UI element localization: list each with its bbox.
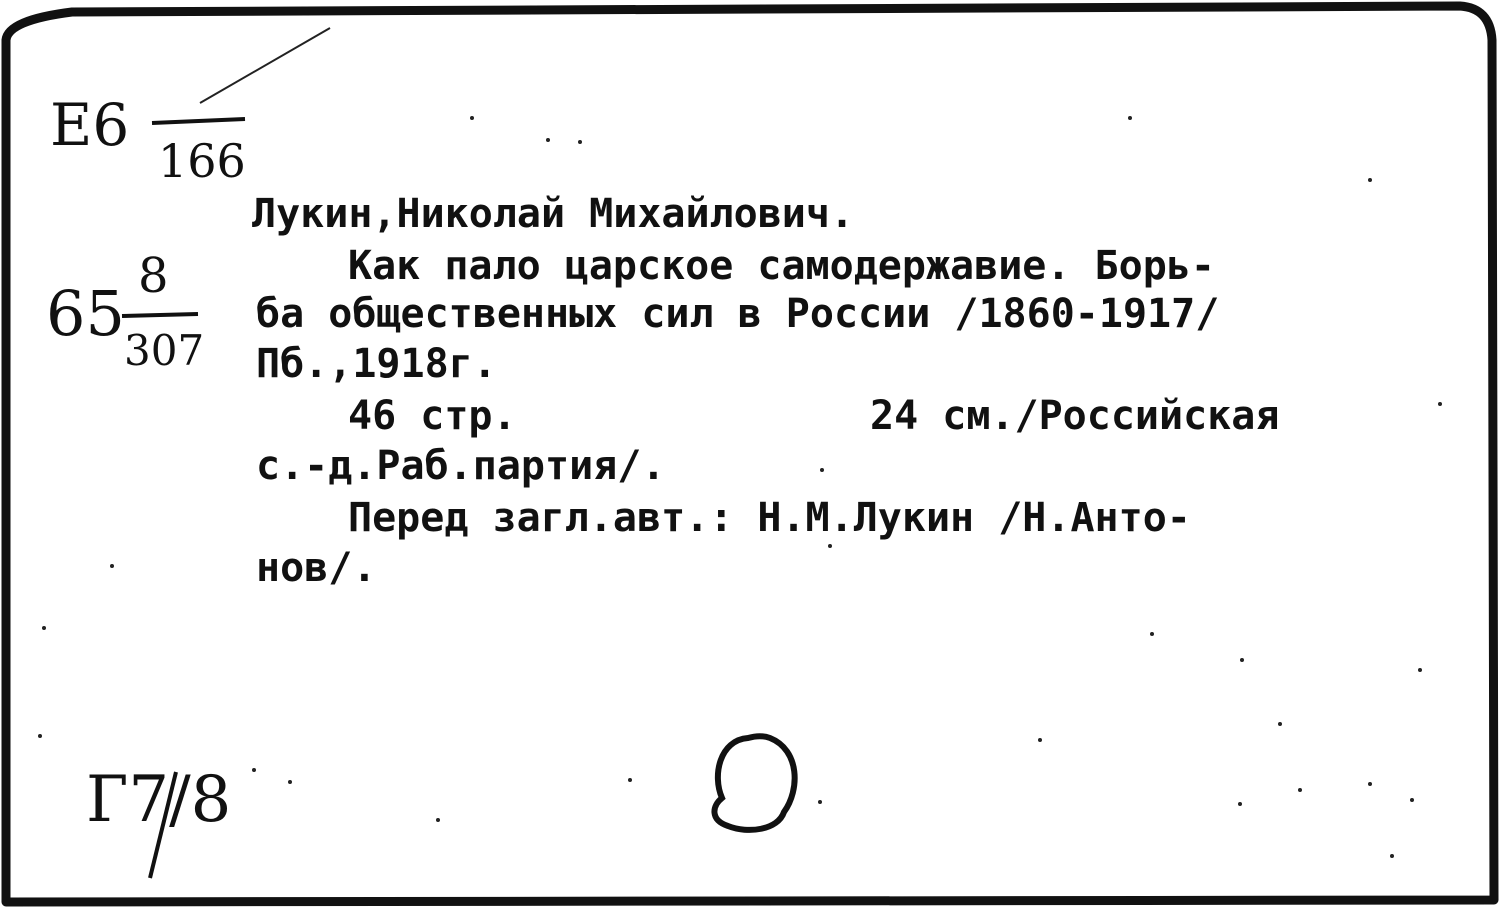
shelfmark-mid-left: 65 <box>46 277 125 350</box>
pencil-stroke <box>200 28 330 103</box>
shelfmark-mid-numerator: 8 <box>138 248 169 304</box>
imprint: Пб.,1918г. <box>256 341 497 387</box>
note-line-1: Перед загл.авт.: Н.М.Лукин /Н.Анто- <box>348 495 1191 541</box>
fraction-bar-mid <box>122 314 198 316</box>
shelfmark-top-left: Е6 <box>50 91 130 159</box>
title-line-1: Как пало царское самодержавие. Борь- <box>348 243 1215 289</box>
punched-hole <box>714 736 794 830</box>
shelfmark-top-denominator: 166 <box>158 134 246 188</box>
shelfmark-mid-denominator: 307 <box>124 326 205 375</box>
shelfmark-bottom: Г7/8 <box>86 763 232 837</box>
author-heading: Лукин,Николай Михайлович. <box>252 191 855 237</box>
note-line-2: нов/. <box>256 545 377 591</box>
size-series: 24 см./Российская <box>870 393 1280 439</box>
title-line-2: ба общественных сил в России /1860-1917/ <box>256 291 1220 337</box>
series-continuation: с.-д.Раб.партия/. <box>256 443 666 489</box>
fraction-bar-top <box>152 119 245 123</box>
pagination: 46 стр. <box>348 393 517 439</box>
